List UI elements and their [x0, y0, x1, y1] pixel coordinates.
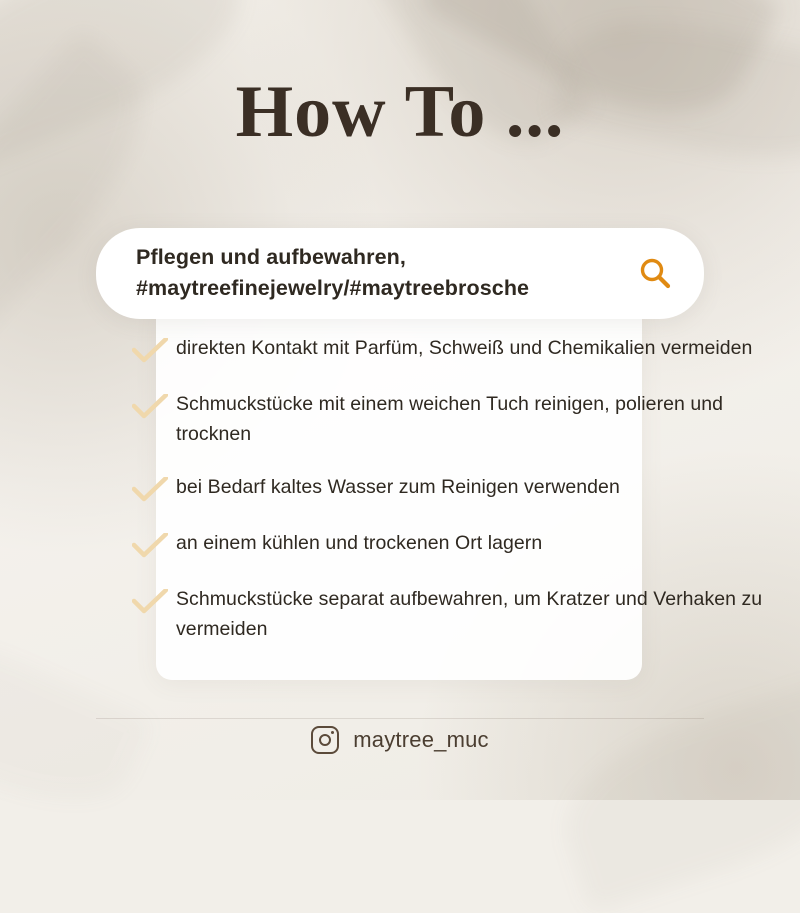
search-bar[interactable] [96, 228, 704, 319]
search-bar-line-1: Pflegen und aufbewahren, [136, 245, 406, 269]
footer-divider [96, 718, 704, 719]
instagram-icon[interactable] [311, 726, 339, 754]
list-item [124, 585, 764, 644]
palm-shadow-decoration [544, 677, 800, 912]
check-icon [124, 392, 176, 422]
check-icon [124, 531, 176, 561]
list-item [124, 473, 764, 505]
check-icon [124, 336, 176, 366]
instagram-handle[interactable]: maytree_muc [353, 727, 489, 752]
search-icon[interactable] [632, 250, 678, 296]
list-item-label: an einem kühlen und trockenen Ort lagern [176, 532, 543, 555]
footer [0, 726, 800, 754]
list-item-label: direkten Kontakt mit Parfüm, Schweiß und Chemikalien vermeiden [176, 337, 753, 359]
list-item-label: bei Bedarf kaltes Wasser zum Reinigen verwenden [176, 476, 620, 499]
search-bar-line-2: #maytreefinejewelry/#maytreebrosche [136, 275, 530, 300]
search-bar-text [136, 242, 620, 303]
list-item [124, 334, 764, 366]
list-item [124, 390, 764, 449]
list-item-label: Schmuckstücke mit einem weichen Tuch reinigen, polieren und trocknen [176, 393, 724, 445]
list-item [124, 529, 764, 561]
check-icon [124, 475, 176, 505]
checklist [124, 334, 764, 669]
page-title: How To ... [235, 71, 565, 153]
check-icon [124, 587, 176, 617]
list-item-label: Schmuckstücke separat aufbewahren, um Kratzer und Verhaken zu vermeiden [176, 588, 763, 640]
